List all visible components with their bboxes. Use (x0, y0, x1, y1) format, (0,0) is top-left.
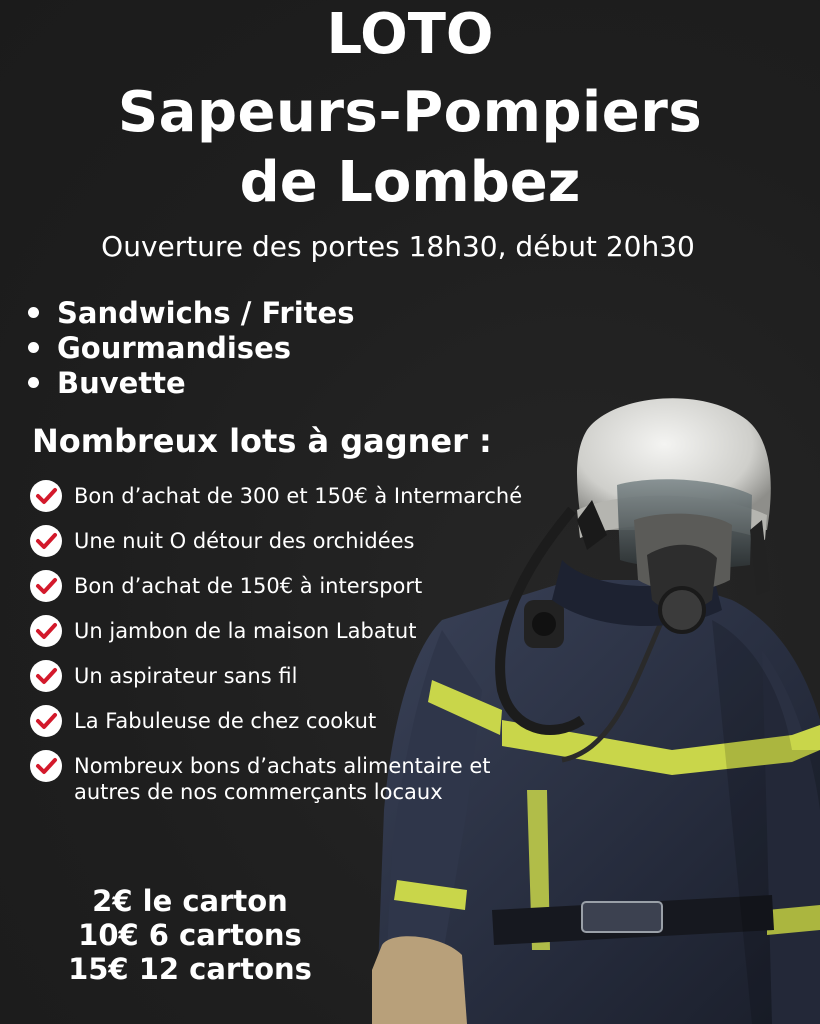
prize-item: Un aspirateur sans fil (30, 660, 490, 705)
check-circle-icon (30, 525, 62, 557)
prizes-heading: Nombreux lots à gagner : (32, 422, 492, 460)
dot-icon (28, 342, 39, 353)
check-circle-icon (30, 570, 62, 602)
prize-item (30, 750, 490, 802)
prize-list (30, 480, 523, 804)
price-line: 10€ 6 cartons (78, 918, 302, 952)
opening-hours: Ouverture des portes 18h30, début 20h30 (101, 230, 695, 263)
price-line: 15€ 12 cartons (68, 952, 312, 986)
price-line: 2€ le carton (92, 884, 288, 918)
check-circle-icon (30, 480, 62, 512)
check-circle-icon (30, 615, 62, 647)
check-circle-icon (30, 705, 62, 737)
card-prices (40, 884, 340, 986)
prize-item: Un jambon de la maison Labatut (30, 615, 490, 660)
prize-text-line1: Nombreux bons d’achats alimentaire et (74, 754, 491, 778)
poster-title-town: de Lombez (239, 150, 581, 215)
food-item: Buvette (28, 366, 354, 401)
prize-text-line2: autres de nos commerçants locaux (74, 780, 443, 804)
prize-item: La Fabuleuse de chez cookut (30, 705, 490, 750)
poster-title-organizer: Sapeurs-Pompiers (117, 80, 703, 145)
prize-item: Bon d’achat de 300 et 150€ à Intermarché (30, 480, 490, 525)
dot-icon (28, 307, 39, 318)
prize-item: Bon d’achat de 150€ à intersport (30, 570, 490, 615)
food-list (28, 296, 354, 401)
check-circle-icon (30, 660, 62, 692)
dot-icon (28, 377, 39, 388)
food-item: Gourmandises (28, 331, 354, 366)
prize-item: Une nuit O détour des orchidées (30, 525, 490, 570)
food-item: Sandwichs / Frites (28, 296, 354, 331)
poster-title-loto: LOTO (326, 2, 494, 67)
